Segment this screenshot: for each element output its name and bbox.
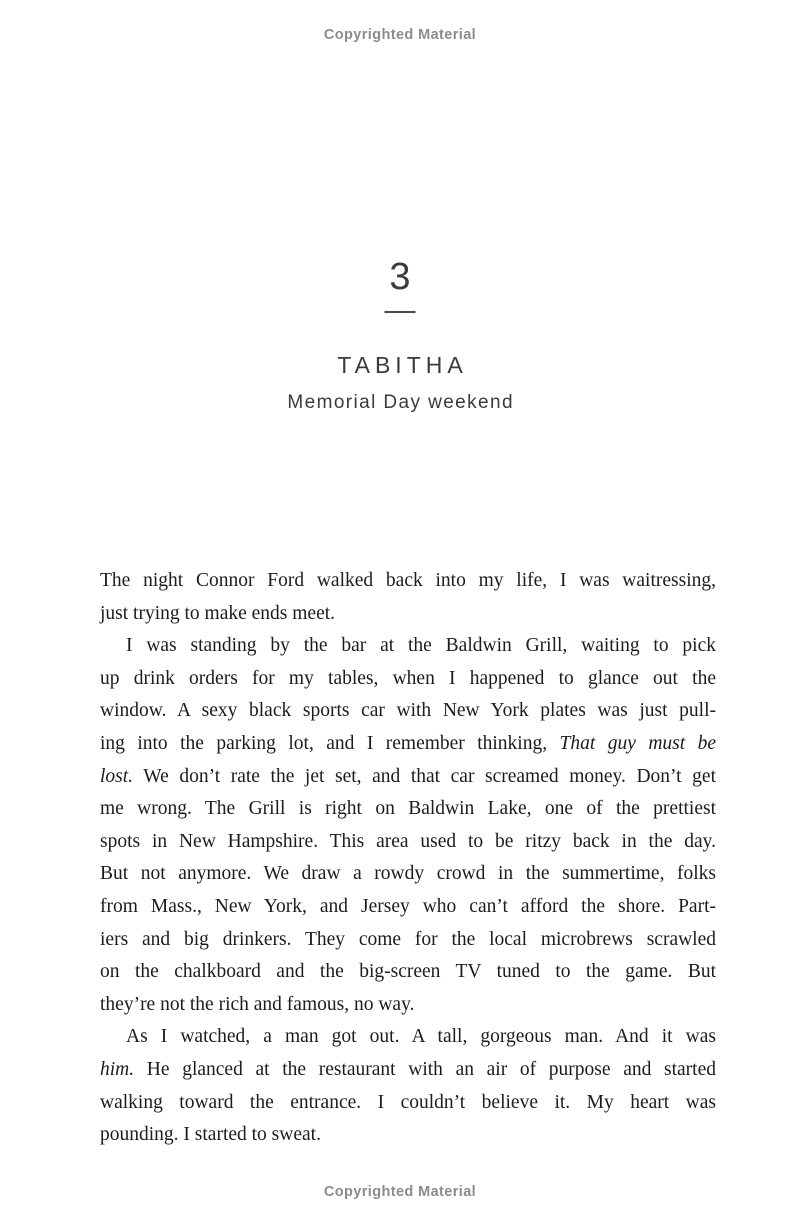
chapter-title: TABITHA — [337, 352, 468, 378]
body-line — [100, 989, 716, 1022]
body-run: iers and big drinkers. They come for the local microbrews scrawled — [100, 928, 716, 950]
body-line — [100, 956, 716, 989]
body-line — [100, 891, 716, 924]
body-run: walking toward the entrance. I couldn’t believe it. My heart was — [100, 1091, 716, 1113]
body-run: pounding. I started to sweat. — [100, 1124, 321, 1146]
body-line — [100, 598, 716, 631]
body-line — [100, 1119, 716, 1152]
body-run: We don’t rate the jet set, and that car screamed money. Don’t get — [133, 765, 716, 787]
body-line — [100, 565, 716, 598]
body-line — [100, 1054, 716, 1087]
chapter-rule-divider — [385, 311, 416, 313]
chapter-number: 3 — [389, 256, 411, 298]
body-run-italic: lost. — [100, 765, 134, 787]
body-line — [100, 761, 716, 794]
body-run: He glanced at the restaurant with an air of purpose and started — [134, 1058, 716, 1080]
body-line — [100, 728, 716, 761]
body-run-italic: him. — [100, 1058, 135, 1080]
body-run: they’re not the rich and famous, no way. — [100, 993, 415, 1015]
body-run: As I watched, a man got out. A tall, gorgeous man. And it was — [126, 1026, 716, 1048]
chapter-subtitle: Memorial Day weekend — [287, 392, 514, 413]
body-run: from Mass., New York, and Jersey who can’t afford the shore. Part- — [100, 895, 716, 917]
body-run: The night Connor Ford walked back into my life, I was waitressing, — [100, 570, 716, 591]
body-run-italic: That guy must be — [559, 732, 716, 754]
body-run: me wrong. The Grill is right on Baldwin Lake, one of the prettiest — [100, 798, 716, 820]
body-run: ing into the parking lot, and I remember thinking, — [100, 732, 560, 754]
body-line — [100, 858, 716, 891]
body-run: on the chalkboard and the big-screen TV tuned to the game. But — [100, 961, 716, 983]
body-run: I was standing by the bar at the Baldwin Grill, waiting to pick — [126, 635, 716, 657]
body-run: up drink orders for my tables, when I happened to glance out the — [100, 667, 716, 689]
body-text — [100, 565, 716, 1152]
body-line — [100, 1021, 716, 1054]
body-run: spots in New Hampshire. This area used to be ritzy back in the day. — [100, 830, 716, 852]
body-line — [100, 826, 716, 859]
body-line — [100, 1087, 716, 1120]
body-run: just trying to make ends meet. — [100, 602, 336, 624]
copyright-notice-top: Copyrighted Material — [323, 27, 477, 43]
body-line — [100, 924, 716, 957]
body-line — [100, 793, 716, 826]
body-line — [100, 630, 716, 663]
copyright-notice-bottom: Copyrighted Material — [323, 1184, 477, 1200]
body-line — [100, 695, 716, 728]
body-run: window. A sexy black sports car with New York plates was just pull- — [100, 700, 716, 722]
body-line — [100, 663, 716, 696]
body-run: But not anymore. We draw a rowdy crowd in the summertime, folks — [100, 863, 716, 885]
